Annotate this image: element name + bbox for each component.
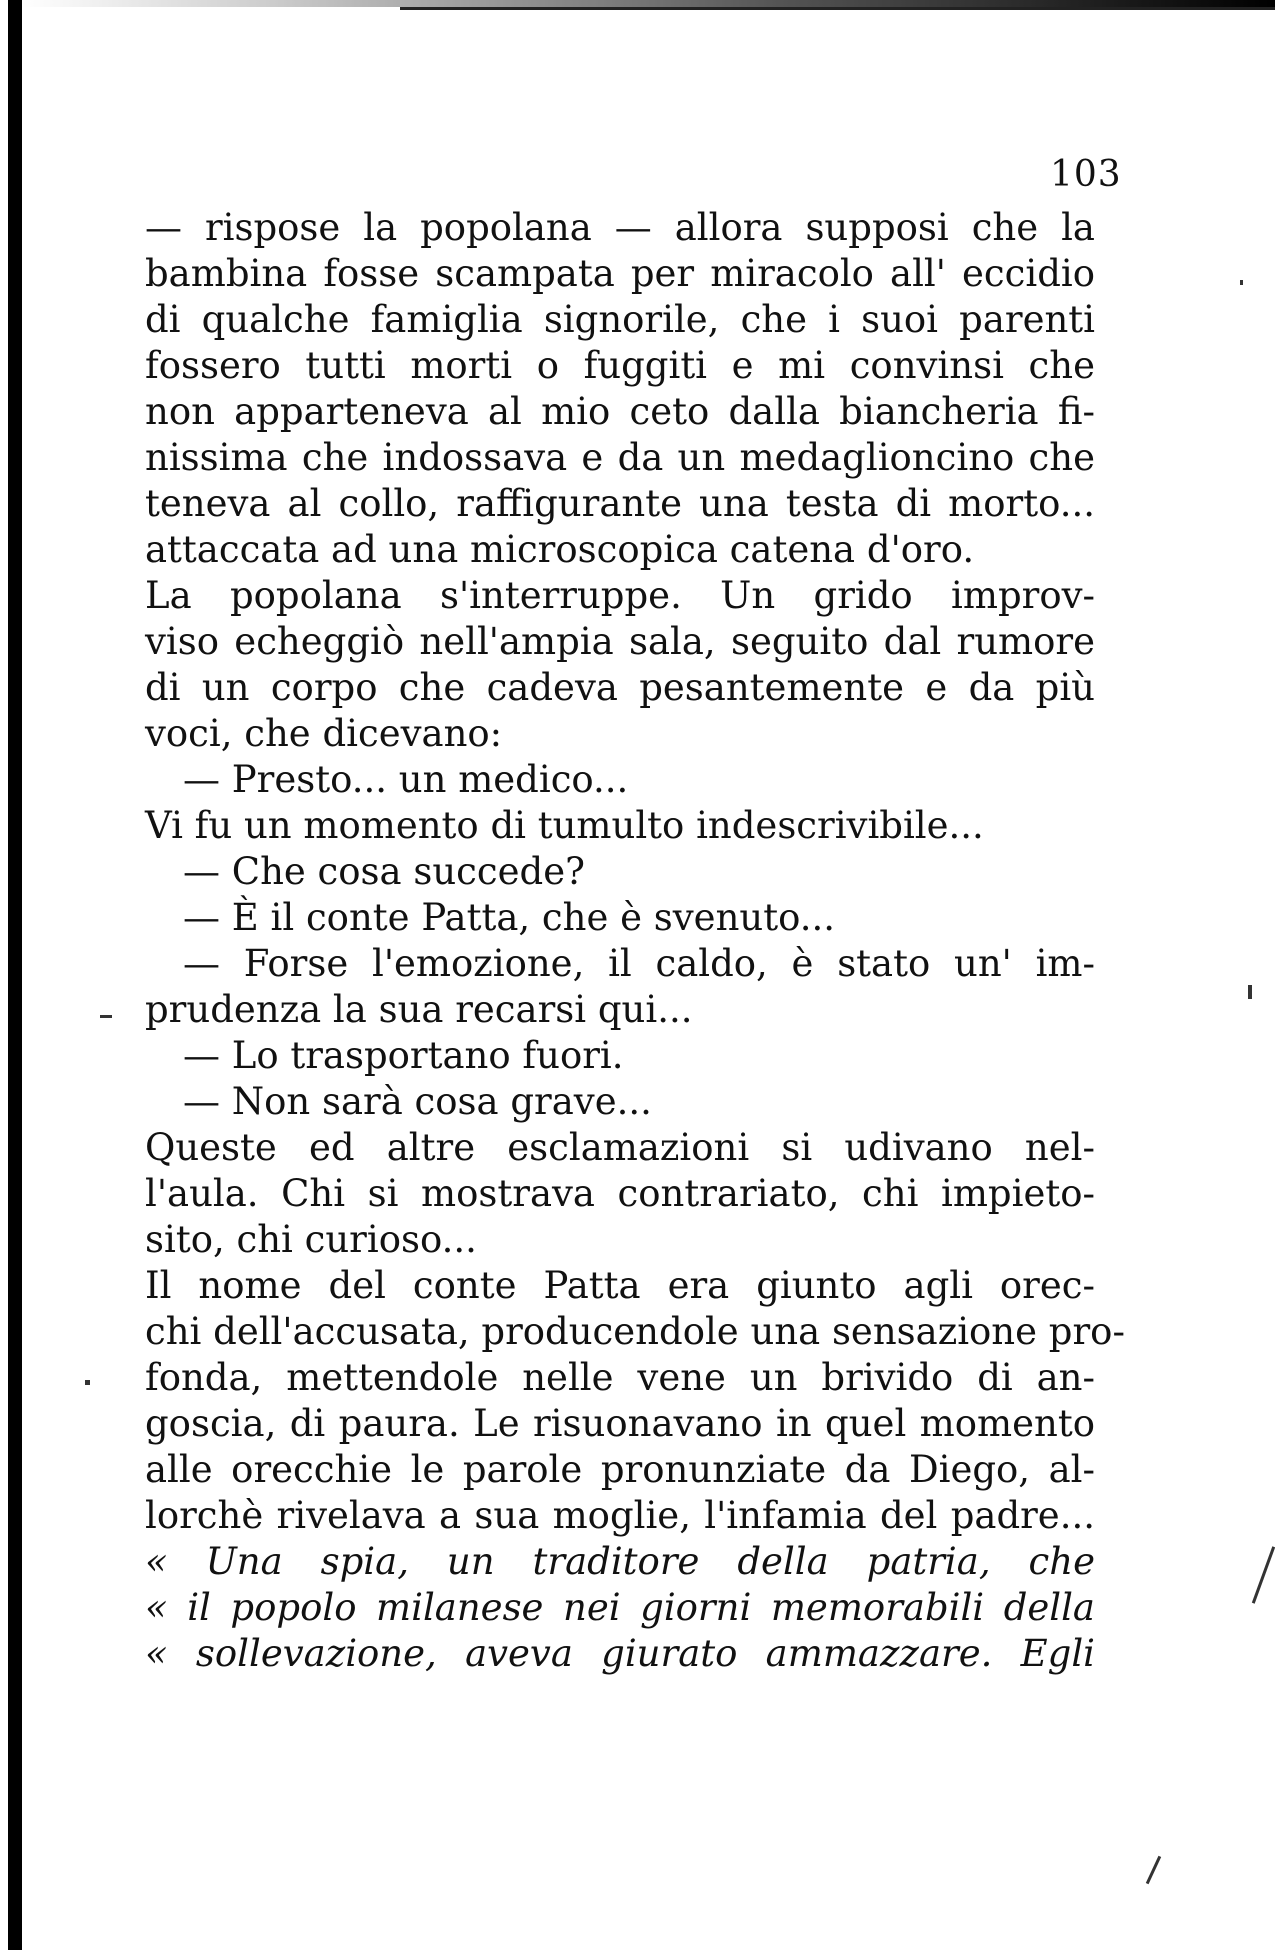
text-line: — È il conte Patta, che è svenuto... — [183, 896, 836, 939]
text-line: viso echeggiò nell'ampia sala, seguito dal rumore — [145, 620, 1095, 663]
text-line: « sollevazione, aveva giurato ammazzare. Egli — [145, 1632, 1095, 1675]
text-line: bambina fosse scampata per miracolo all' eccidio — [145, 252, 1095, 295]
page-number: 103 — [1050, 154, 1122, 195]
text-line: attaccata ad una microscopica catena d'oro. — [145, 528, 975, 571]
scan-speck — [1252, 1546, 1275, 1603]
text-line: — Non sarà cosa grave... — [183, 1080, 652, 1123]
text-line: — rispose la popolana — allora supposi che la — [145, 206, 1095, 249]
text-line: lorchè rivelava a sua moglie, l'infamia del padre... — [145, 1494, 1095, 1537]
text-line: Il nome del conte Patta era giunto agli orec- — [145, 1264, 1095, 1307]
scan-speck — [1248, 985, 1252, 999]
scan-top-rule — [400, 7, 1275, 10]
text-line: di qualche famiglia signorile, che i suoi parenti — [145, 298, 1095, 341]
scan-speck — [100, 1015, 112, 1018]
text-line: prudenza la sua recarsi qui... — [145, 988, 693, 1031]
scan-speck — [1146, 1856, 1161, 1884]
text-line: fonda, mettendole nelle vene un brivido di an- — [145, 1356, 1095, 1399]
text-line: non apparteneva al mio ceto dalla biancheria fi- — [145, 390, 1095, 433]
text-line: l'aula. Chi si mostrava contrariato, chi impieto- — [145, 1172, 1095, 1215]
text-line: — Forse l'emozione, il caldo, è stato un' im- — [183, 942, 1095, 985]
text-line: Vi fu un momento di tumulto indescrivibile... — [145, 804, 984, 847]
text-line: « il popolo milanese nei giorni memorabili della — [145, 1586, 1095, 1629]
text-line: sito, chi curioso... — [145, 1218, 477, 1261]
text-line: « Una spia, un traditore della patria, che — [145, 1540, 1095, 1583]
text-line: nissima che indossava e da un medaglioncino che — [145, 436, 1095, 479]
text-line: di un corpo che cadeva pesantemente e da più — [145, 666, 1095, 709]
text-line: La popolana s'interruppe. Un grido improv- — [145, 574, 1095, 617]
scan-top-edge — [22, 0, 1275, 7]
scan-binding-edge — [8, 0, 22, 1950]
text-line: alle orecchie le parole pronunziate da Diego, al- — [145, 1448, 1095, 1491]
text-line: — Presto... un medico... — [183, 758, 629, 801]
body-text — [145, 205, 1125, 1677]
text-line: — Che cosa succede? — [183, 850, 585, 893]
text-line: goscia, di paura. Le risuonavano in quel momento — [145, 1402, 1095, 1445]
text-line: voci, che dicevano: — [145, 712, 503, 755]
scan-speck — [1240, 280, 1243, 285]
text-line: Queste ed altre esclamazioni si udivano nel- — [145, 1126, 1095, 1169]
text-line: teneva al collo, raffigurante una testa di morto... — [145, 482, 1095, 525]
text-line: — Lo trasportano fuori. — [183, 1034, 624, 1077]
scan-speck — [85, 1380, 90, 1385]
text-line: chi dell'accusata, producendole una sensazione pro- — [145, 1310, 1125, 1353]
text-line: fossero tutti morti o fuggiti e mi convinsi che — [145, 344, 1095, 387]
